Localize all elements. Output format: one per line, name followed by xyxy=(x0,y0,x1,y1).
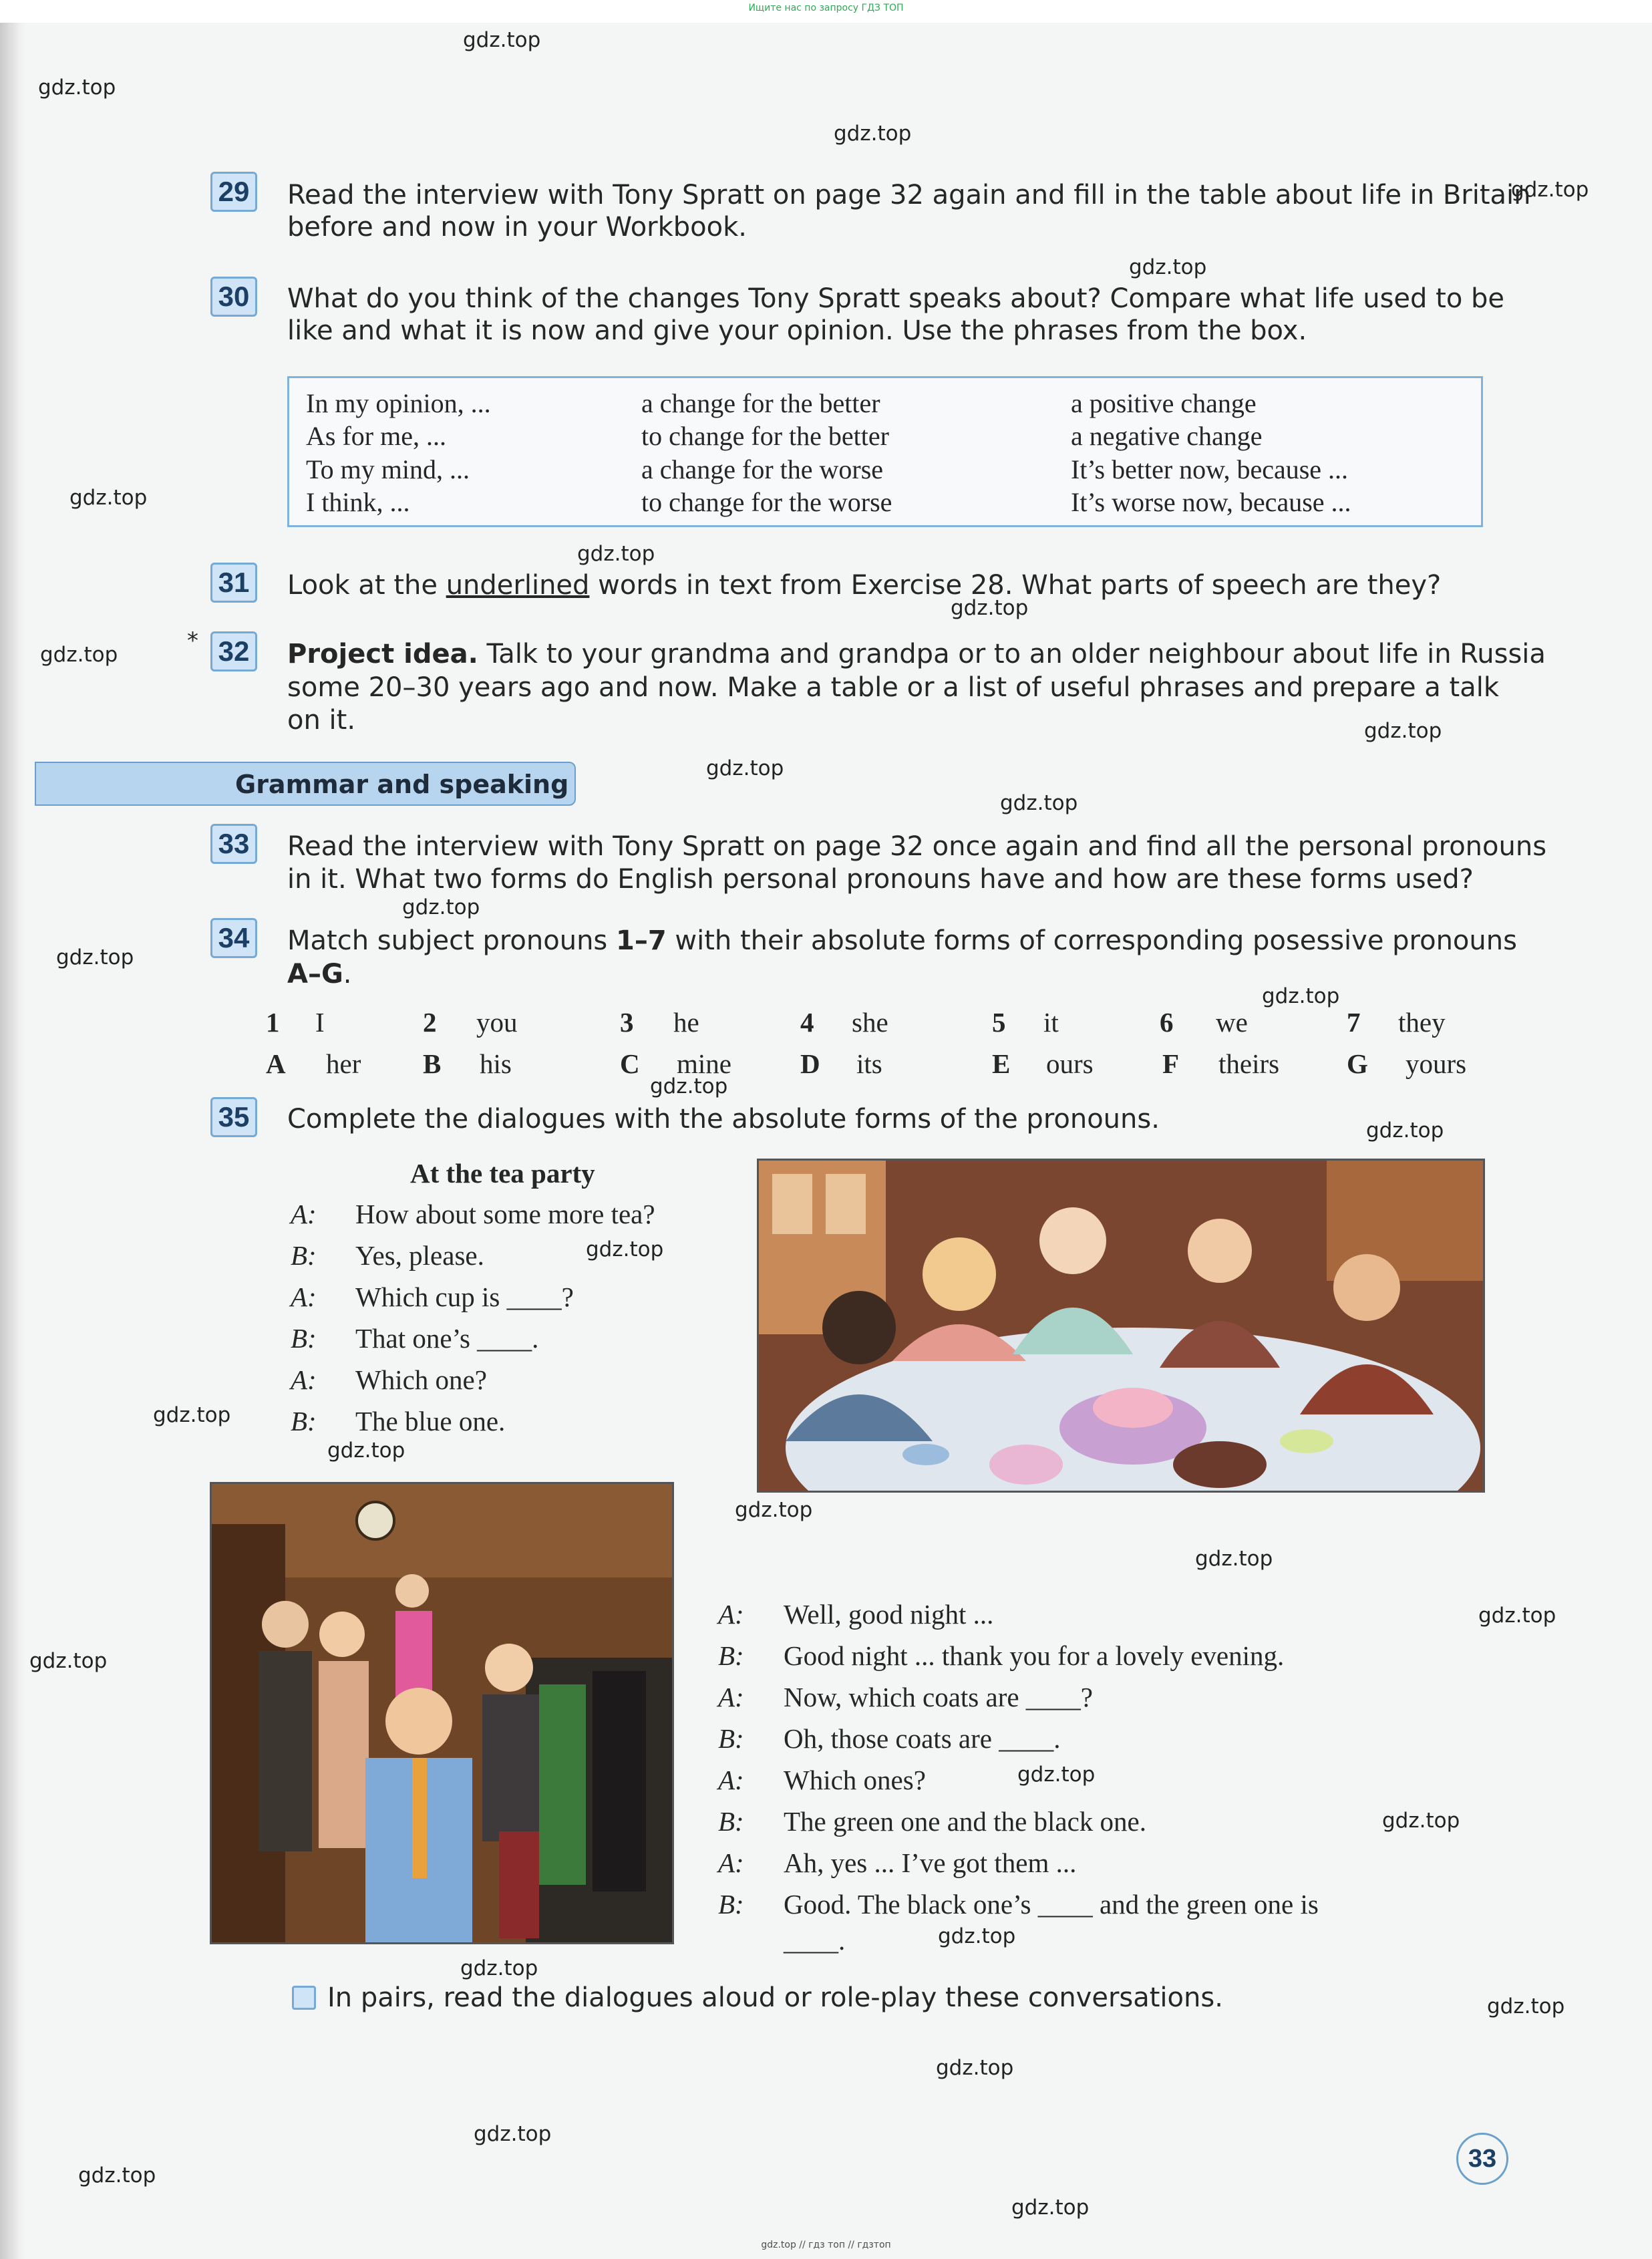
pronoun-letter: C xyxy=(620,1048,640,1079)
watermark: gdz.top xyxy=(1195,1547,1273,1571)
dialogue-line: ____. xyxy=(784,1925,846,1956)
exercise-32-line1: Project idea. Talk to your grandma and grandpa or to an older neighbour about life in Russia xyxy=(287,639,1546,669)
phrase: It’s worse now, because ... xyxy=(1071,487,1351,517)
phrase: a change for the better xyxy=(641,388,880,418)
watermark: gdz.top xyxy=(460,1956,538,1980)
phrases-box xyxy=(287,376,1483,527)
exercise-34-line2: A–G. xyxy=(287,959,352,990)
subject-pronoun: she xyxy=(852,1007,888,1038)
section-header-bar xyxy=(35,762,576,806)
pronoun-number: 6 xyxy=(1160,1007,1174,1038)
pronoun-number: 2 xyxy=(423,1007,437,1038)
header-note: Ищите нас по запросу ГДЗ ТОП xyxy=(748,3,904,13)
exercise-31-number: 31 xyxy=(210,563,257,603)
watermark: gdz.top xyxy=(650,1074,728,1098)
watermark: gdz.top xyxy=(327,1439,405,1463)
dialogue-line: Good. The black one’s ____ and the green one is xyxy=(784,1889,1319,1920)
exercise-34-line1: Match subject pronouns 1–7 with their absolute forms of corresponding posessive pronouns xyxy=(287,925,1517,956)
subject-pronoun: we xyxy=(1216,1007,1248,1038)
subject-pronoun: you xyxy=(476,1007,518,1038)
pair-work-icon xyxy=(292,1986,316,2010)
pronoun-letter: G xyxy=(1347,1048,1368,1079)
phrase: As for me, ... xyxy=(306,421,446,451)
subject-pronoun: they xyxy=(1398,1007,1446,1038)
speaker: A: xyxy=(291,1364,317,1395)
speaker: B: xyxy=(718,1640,744,1671)
watermark: gdz.top xyxy=(1487,1994,1565,2018)
watermark: gdz.top xyxy=(706,756,784,780)
star-marker: * xyxy=(187,627,198,654)
page-number: 33 xyxy=(1456,2133,1508,2185)
farewell-illustration xyxy=(210,1482,674,1944)
absolute-pronoun: its xyxy=(856,1048,882,1079)
speaker: A: xyxy=(718,1765,744,1795)
watermark: gdz.top xyxy=(1129,255,1207,279)
exercise-30-number: 30 xyxy=(210,277,257,317)
tea-party-drawing xyxy=(759,1161,1485,1493)
speaker: B: xyxy=(291,1323,317,1354)
subject-pronoun: it xyxy=(1043,1007,1059,1038)
watermark: gdz.top xyxy=(577,542,655,566)
exercise-29-line1: Read the interview with Tony Spratt on page 32 again and fill in the table about life in Britain xyxy=(287,180,1531,210)
exercise-34-number: 34 xyxy=(210,918,257,958)
exercise-32-line2: some 20–30 years ago and now. Make a table or a list of useful phrases and prepare a talk xyxy=(287,672,1499,703)
dialogue-line: Good night ... thank you for a lovely evening. xyxy=(784,1640,1285,1671)
exercise-30-line2: like and what it is now and give your opinion. Use the phrases from the box. xyxy=(287,315,1307,346)
speaker: B: xyxy=(718,1723,744,1754)
phrase: to change for the better xyxy=(641,421,889,451)
dialogue-line: How about some more tea? xyxy=(355,1199,655,1229)
dialogue-line: Yes, please. xyxy=(355,1240,484,1271)
watermark: gdz.top xyxy=(1262,984,1340,1008)
watermark: gdz.top xyxy=(936,2056,1014,2080)
exercise-33-line1: Read the interview with Tony Spratt on page 32 once again and find all the personal pronouns xyxy=(287,831,1547,862)
dialogue-line: Oh, those coats are ____. xyxy=(784,1723,1061,1754)
phrase: I think, ... xyxy=(306,487,410,517)
dialogue-line: Which ones? xyxy=(784,1765,926,1795)
watermark: gdz.top xyxy=(1011,2196,1090,2220)
phrase: To my mind, ... xyxy=(306,454,470,484)
watermark: gdz.top xyxy=(1366,1118,1444,1143)
footer-note: gdz.top // гдз топ // гдзтоп xyxy=(761,2240,891,2250)
pronoun-letter: F xyxy=(1162,1048,1180,1079)
watermark: gdz.top xyxy=(1511,178,1589,202)
phrase: In my opinion, ... xyxy=(306,388,491,418)
watermark: gdz.top xyxy=(402,895,480,919)
watermark: gdz.top xyxy=(29,1649,108,1673)
dialogue-line: Which cup is ____? xyxy=(355,1282,574,1312)
pairs-instruction: In pairs, read the dialogues aloud or role-play these conversations. xyxy=(327,1982,1223,2013)
pronoun-letter: A xyxy=(266,1048,286,1079)
subject-pronoun: I xyxy=(315,1007,325,1038)
absolute-pronoun: theirs xyxy=(1218,1048,1280,1079)
speaker: A: xyxy=(718,1682,744,1712)
pronoun-letter: E xyxy=(992,1048,1011,1079)
pronoun-number: 5 xyxy=(992,1007,1006,1038)
watermark: gdz.top xyxy=(586,1237,664,1261)
farewell-drawing xyxy=(212,1484,674,1944)
section-title: Grammar and speaking xyxy=(235,770,569,799)
pronoun-number: 1 xyxy=(266,1007,280,1038)
exercise-33-number: 33 xyxy=(210,824,257,864)
dialogue-line: Now, which coats are ____? xyxy=(784,1682,1093,1712)
watermark: gdz.top xyxy=(56,945,134,969)
absolute-pronoun: ours xyxy=(1046,1048,1094,1079)
pronoun-letter: B xyxy=(423,1048,442,1079)
watermark: gdz.top xyxy=(834,122,912,146)
speaker: B: xyxy=(291,1240,317,1271)
exercise-35-number: 35 xyxy=(210,1097,257,1137)
phrase: a negative change xyxy=(1071,421,1263,451)
exercise-32-number: 32 xyxy=(210,631,257,671)
watermark: gdz.top xyxy=(153,1403,231,1427)
watermark: gdz.top xyxy=(1478,1604,1556,1628)
dialogue-line: The green one and the black one. xyxy=(784,1806,1147,1837)
speaker: B: xyxy=(718,1889,744,1920)
exercise-29-line2: before and now in your Workbook. xyxy=(287,212,748,243)
watermark: gdz.top xyxy=(735,1498,813,1522)
dialogue-title: At the tea party xyxy=(410,1158,595,1189)
exercise-32-line3: on it. xyxy=(287,705,356,736)
pronoun-number: 4 xyxy=(800,1007,814,1038)
watermark: gdz.top xyxy=(463,28,541,52)
phrase: to change for the worse xyxy=(641,487,892,517)
dialogue-line: Which one? xyxy=(355,1364,487,1395)
pronoun-number: 3 xyxy=(620,1007,634,1038)
watermark: gdz.top xyxy=(951,596,1029,620)
watermark: gdz.top xyxy=(38,76,116,100)
dialogue-line: Ah, yes ... I’ve got them ... xyxy=(784,1847,1077,1878)
watermark: gdz.top xyxy=(474,2122,552,2146)
book-spine-shadow xyxy=(0,0,25,2259)
subject-pronoun: he xyxy=(673,1007,699,1038)
exercise-33-line2: in it. What two forms do English personal pronouns have and how are these forms used? xyxy=(287,864,1474,895)
pronoun-letter: D xyxy=(800,1048,820,1079)
dialogue-line: Well, good night ... xyxy=(784,1599,994,1630)
watermark: gdz.top xyxy=(69,486,148,510)
dialogue-line: The blue one. xyxy=(355,1406,506,1437)
watermark: gdz.top xyxy=(1364,719,1442,743)
phrase: a change for the worse xyxy=(641,454,884,484)
exercise-30-line1: What do you think of the changes Tony Spratt speaks about? Compare what life used to be xyxy=(287,283,1505,314)
exercise-29-number: 29 xyxy=(210,172,257,212)
exercise-31-text: Look at the underlined words in text from Exercise 28. What parts of speech are they? xyxy=(287,570,1442,601)
speaker: A: xyxy=(291,1282,317,1312)
phrase: It’s better now, because ... xyxy=(1071,454,1349,484)
watermark: gdz.top xyxy=(40,643,118,667)
dialogue-line: That one’s ____. xyxy=(355,1323,539,1354)
watermark: gdz.top xyxy=(1017,1763,1096,1787)
watermark: gdz.top xyxy=(938,1924,1016,1948)
tea-party-illustration xyxy=(757,1159,1485,1493)
watermark: gdz.top xyxy=(1382,1809,1460,1833)
watermark: gdz.top xyxy=(78,2163,156,2188)
absolute-pronoun: his xyxy=(480,1048,512,1079)
speaker: A: xyxy=(718,1847,744,1878)
speaker: A: xyxy=(718,1599,744,1630)
exercise-35-text: Complete the dialogues with the absolute forms of the pronouns. xyxy=(287,1104,1160,1135)
absolute-pronoun: mine xyxy=(677,1048,731,1079)
absolute-pronoun: her xyxy=(326,1048,361,1079)
speaker: A: xyxy=(291,1199,317,1229)
watermark: gdz.top xyxy=(1000,791,1078,815)
phrase: a positive change xyxy=(1071,388,1257,418)
absolute-pronoun: yours xyxy=(1406,1048,1467,1079)
speaker: B: xyxy=(291,1406,317,1437)
pronoun-number: 7 xyxy=(1347,1007,1361,1038)
speaker: B: xyxy=(718,1806,744,1837)
